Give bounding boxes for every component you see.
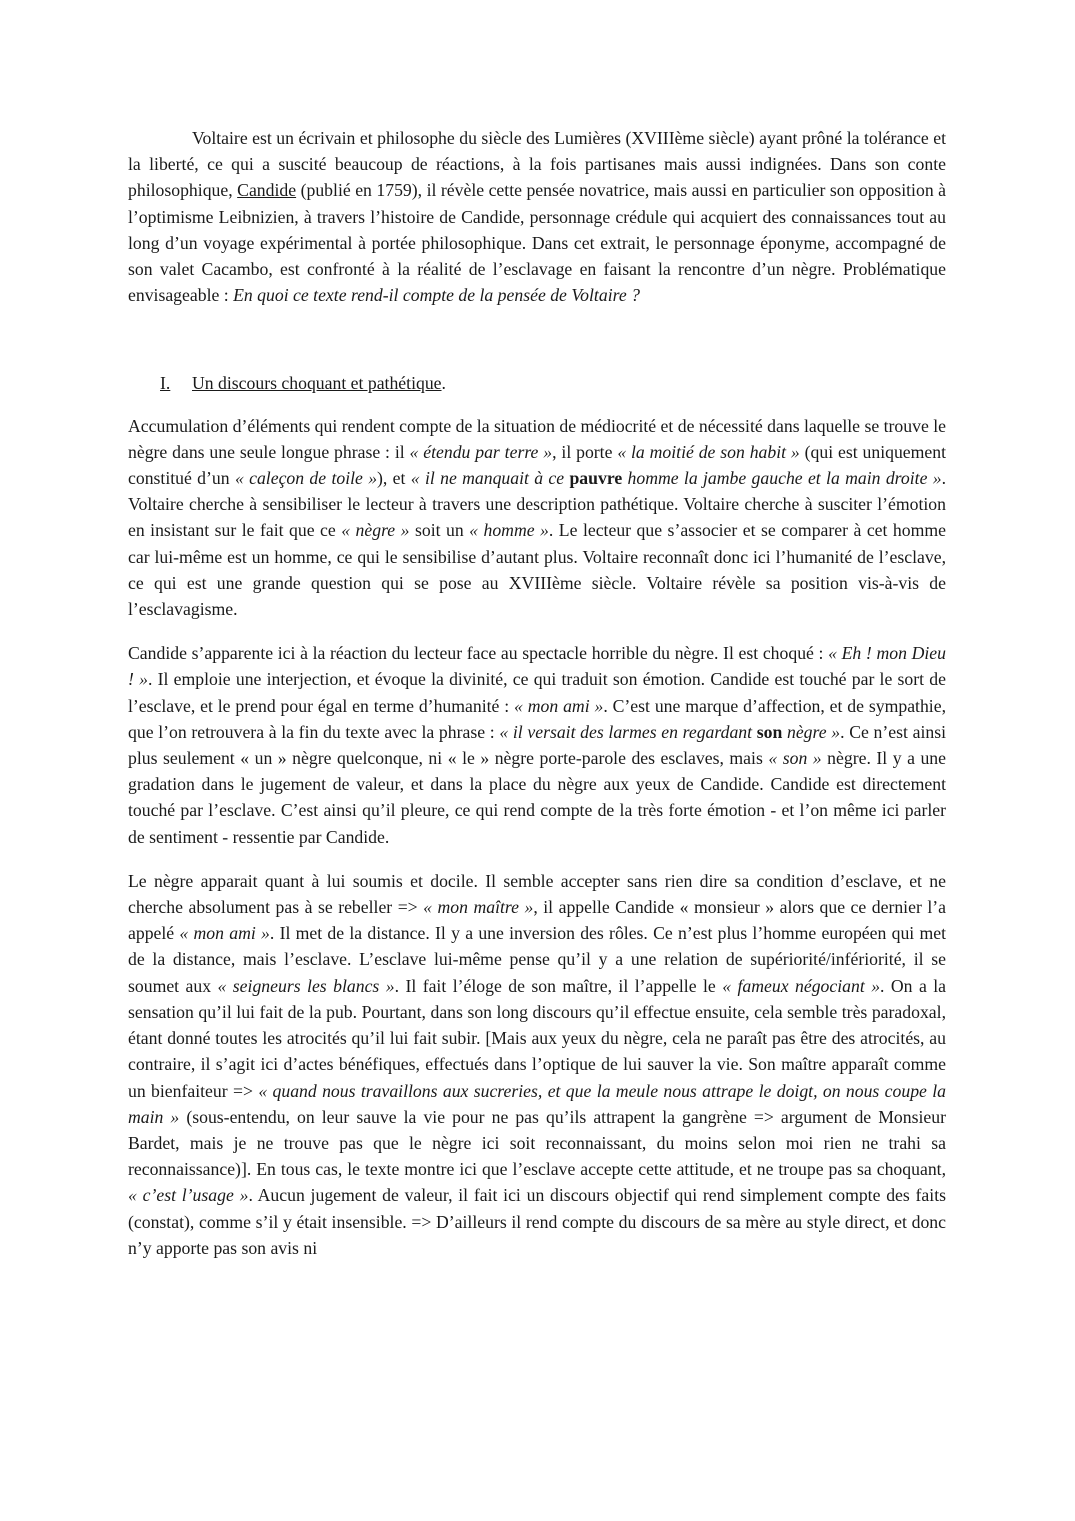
p3-quote-6: « c’est l’usage » <box>128 1185 249 1206</box>
section-heading <box>128 370 946 396</box>
p1-text-5: . Voltaire cherche à sensibiliser le lecteur à travers une description pathétique. Voltaire cherche à susciter l’émotion en insistant sur le fait que ce <box>128 468 947 541</box>
p1-quote-2: « la moitié de son habit » <box>617 441 800 462</box>
p3-quote-5: « quand nous travaillons aux sucreries, et que la meule nous attrape le doigt, on nous coupe la main » <box>128 1080 946 1127</box>
p1-quote-4c: homme la jambe gauche et la main droite » <box>622 468 942 489</box>
p1-text-4: ), et <box>377 468 411 489</box>
p2-quote-4: « son » <box>768 748 822 769</box>
p2-text-4: . Ce n’est ainsi plus seulement « un » nègre quelconque, ni « le » nègre porte-parole des esclaves, mais <box>128 721 947 769</box>
p3-text-4: . Il fait l’éloge de son maître, il l’appelle le <box>394 975 723 996</box>
p1-quote-5: « nègre » <box>341 520 410 541</box>
p1-text-3: (qui est uniquement constitué d’un <box>128 441 947 489</box>
p2-quote-2: « mon ami » <box>514 695 604 716</box>
p2-text-1: Candide s’apparente ici à la réaction du lecteur face au spectacle horrible du nègre. Il est choqué : <box>128 643 829 664</box>
p3-quote-3: « seigneurs les blancs » <box>217 975 395 996</box>
p2-quote-3c: nègre » <box>782 721 841 742</box>
problematique: En quoi ce texte rend-il compte de la pensée de Voltaire ? <box>233 285 640 306</box>
body-paragraph-2 <box>128 640 946 850</box>
p1-text-6: soit un <box>409 520 470 541</box>
p1-quote-6: « homme » <box>469 520 549 541</box>
p1-text-2: , il porte <box>552 441 618 462</box>
p2-quote-3-bold: son <box>756 721 783 742</box>
section-title-end: . <box>441 373 446 394</box>
p3-text-3: . Il met de la distance. Il y a une inversion des rôles. Ce n’est plus l’homme européen qui met de la distance, mais l’esclave. L’esclave lui-même pense qu’il y a une relation de supériorité/infériorité, il se soumet aux <box>128 923 946 996</box>
p1-quote-4-bold: pauvre <box>569 468 623 489</box>
p2-quote-1: « Eh ! mon Dieu ! » <box>128 643 946 690</box>
book-title: Candide <box>237 180 297 201</box>
section-title: Un discours choquant et pathétique <box>192 373 442 394</box>
p1-quote-4a: « il ne manquait à ce <box>410 468 570 489</box>
p1-text-7: . Le lecteur que s’associer et se comparer à cet homme car lui-même est un homme, ce qui le sensibilise d’autant plus. Voltaire reconnaît donc ici l’humanité de l’esclave, ce qui est une grande question qui se pose au XVIIIème siècle. Voltaire révèle sa position vis-à-vis de l’esclavagisme. <box>128 520 946 620</box>
body-paragraph-1 <box>128 413 946 623</box>
p1-quote-1: « étendu par terre » <box>409 441 553 462</box>
p3-quote-4: « fameux négociant » <box>722 975 881 996</box>
p2-text-2: . Il emploie une interjection, et évoque la divinité, ce qui traduit son émotion. Candide est touché par le sort de l’esclave, et le prend pour égal en terme d’humanité : <box>128 669 946 716</box>
p3-text-7: . Aucun jugement de valeur, il fait ici un discours objectif qui rend simplement compte des faits (constat), comme s’il y était insensible. => D’ailleurs il rend compte du discours de sa mère au style direct, et donc n’y apporte pas son avis ni <box>128 1185 946 1258</box>
p3-quote-2: « mon ami » <box>179 923 270 944</box>
p3-text-1: Le nègre apparait quant à lui soumis et docile. Il semble accepter sans rien dire sa condition d’esclave, et ne cherche absolument pas à se rebeller => <box>128 870 946 918</box>
intro-paragraph <box>128 125 946 308</box>
p2-text-3: . C’est une marque d’affection, et de sympathie, que l’on retrouvera à la fin du texte avec la phrase : <box>128 695 946 742</box>
p3-text-5: . On a la sensation qu’il lui fait de la pub. Pourtant, dans son long discours qu’il effectue ensuite, cela semble très paradoxal, étant donné toutes les atrocités qu’il lui fait subir. [Mais aux yeux du nègre, cela ne paraît pas être des atrocités, au contraire, il s’agit ici d’actes bénéfiques, effectués dans l’optique de lui sauver la vie. Son maître apparaît comme un bienfaiteur => <box>128 975 947 1101</box>
intro-text-1: Voltaire est un écrivain et philosophe du siècle des Lumières (XVIIIème siècle) ayant prôné la tolérance et la liberté, ce qui a suscité beaucoup de réactions, à la fois partisanes mais aussi indignées. Dans son conte philosophique, <box>128 128 946 201</box>
intro-text-2: (publié en 1759), il révèle cette pensée novatrice, mais aussi en particulier son opposition à l’optimisme Leibnizien, à travers l’histoire de Candide, personnage crédule qui acquiert des connaissances tout au long d’un voyage expérimental à portée philosophique. Dans cet extrait, le personnage éponyme, accompagné de son valet Cacambo, est confronté à la réalité de l’esclavage en faisant la rencontre d’un nègre. Problématique envisageable : <box>128 180 947 306</box>
section-number: I. <box>160 373 171 394</box>
document-page <box>128 125 946 1261</box>
p3-quote-1: « mon maître » <box>423 897 534 918</box>
p2-text-5: nègre. Il y a une gradation dans le jugement de valeur, et dans la place du nègre aux yeux de Candide. Candide est directement touché par l’esclave. C’est ainsi qu’il pleure, ce qui rend compte de la très forte émotion - et l’on même ici parler de sentiment - ressentie par Candide. <box>128 748 946 847</box>
p2-quote-3a: « il versait des larmes en regardant <box>499 721 757 742</box>
p3-text-6: (sous-entendu, on leur sauve la vie pour ne pas qu’ils attrapent la gangrène => argument de Monsieur Bardet, mais je ne trouve pas que le nègre ici soit reconnaissant, du moins selon moi rien ne trahi sa reconnaissance)]. En tous cas, le texte montre ici que l’esclave accepte cette attitude, et ne troupe pas sa choquant, <box>128 1106 946 1180</box>
p1-text-1: Accumulation d’éléments qui rendent compte de la situation de médiocrité et de nécessité dans laquelle se trouve le nègre dans une seule longue phrase : il <box>128 415 946 462</box>
body-paragraph-3 <box>128 868 946 1261</box>
p3-text-2: , il appelle Candide « monsieur » alors que ce dernier l’a appelé <box>128 897 946 944</box>
p1-quote-3: « caleçon de toile » <box>234 468 378 489</box>
